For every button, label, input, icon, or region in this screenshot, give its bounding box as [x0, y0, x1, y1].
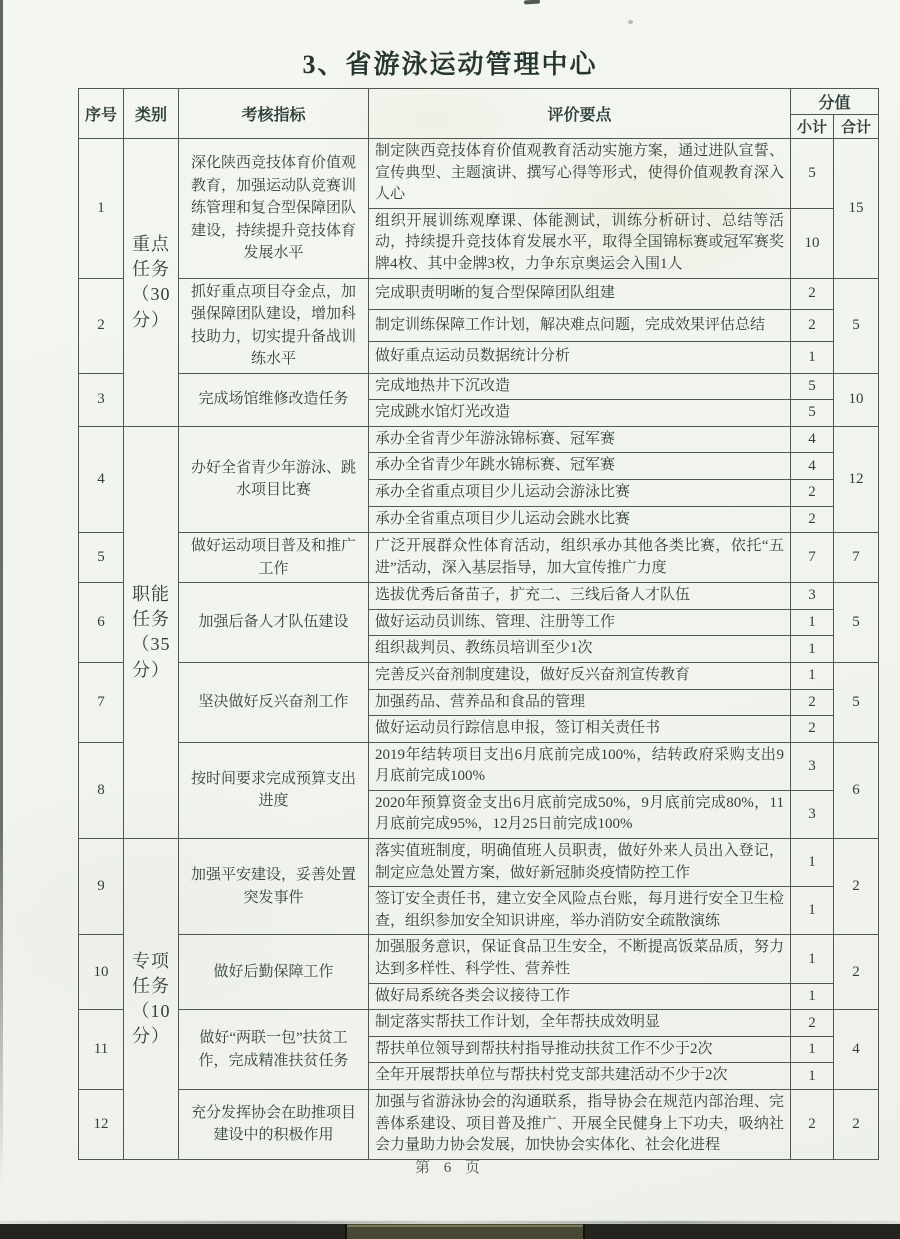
point-text-cell: 做好运动员训练、管理、注册等工作	[369, 609, 791, 636]
subtotal-cell: 3	[791, 583, 834, 610]
serial-cell: 3	[79, 373, 124, 426]
serial-cell: 11	[79, 1010, 124, 1090]
subtotal-cell: 1	[791, 636, 834, 663]
subtotal-cell: 3	[791, 790, 834, 838]
header-col-indicator: 考核指标	[179, 89, 369, 139]
header-col-subtotal: 小计	[791, 115, 834, 139]
subtotal-cell: 2	[791, 689, 834, 716]
subtotal-cell: 1	[791, 1063, 834, 1090]
table-row	[79, 662, 879, 689]
table-row	[79, 1090, 879, 1160]
subtotal-cell: 1	[791, 662, 834, 689]
total-cell: 12	[834, 426, 879, 532]
point-text-cell: 完成跳水馆灯光改造	[369, 400, 791, 427]
scan-edge-artifact	[0, 0, 3, 1185]
point-text-cell: 组织裁判员、教练员培训至少1次	[369, 636, 791, 663]
page-footer: 第 6 页	[414, 1160, 485, 1176]
table-row	[79, 742, 879, 790]
subtotal-cell: 2	[791, 506, 834, 533]
total-cell: 2	[834, 1090, 879, 1160]
point-text-cell: 完善反兴奋剂制度建设，做好反兴奋剂宣传教育	[369, 662, 791, 689]
subtotal-cell: 1	[791, 887, 834, 935]
point-text-cell: 完成职责明晰的复合型保障团队组建	[369, 278, 791, 310]
indicator-cell: 充分发挥协会在助推项目建设中的积极作用	[179, 1090, 369, 1160]
indicator-cell: 加强平安建设，妥善处置突发事件	[179, 839, 369, 935]
total-cell: 10	[834, 373, 879, 426]
subtotal-cell: 3	[791, 742, 834, 790]
subtotal-cell: 4	[791, 426, 834, 453]
point-text-cell: 制定训练保障工作计划，解决难点问题，完成效果评估总结	[369, 310, 791, 342]
header-col-points: 评价要点	[369, 89, 791, 139]
point-text-cell: 2019年结转项目支出6月底前完成100%，结转政府采购支出9月底前完成100%	[369, 742, 791, 790]
point-text-cell: 加强与省游泳协会的沟通联系，指导协会在规范内部治理、完善体系建设、项目普及推广、开展全民健身上下功夫，吸纳社会力量助力协会发展，加快协会实体化、社会化进程	[369, 1090, 791, 1160]
point-text-cell: 做好局系统各类会议接待工作	[369, 983, 791, 1010]
subtotal-cell: 1	[791, 839, 834, 887]
subtotal-cell: 2	[791, 278, 834, 310]
total-cell: 6	[834, 742, 879, 838]
table-row	[79, 139, 879, 209]
subtotal-cell: 7	[791, 533, 834, 583]
table-row	[79, 583, 879, 610]
subtotal-cell: 1	[791, 935, 834, 983]
category-cell: 职能任务（35分）	[124, 426, 179, 838]
subtotal-cell: 1	[791, 341, 834, 373]
point-text-cell: 帮扶单位领导到帮扶村指导推动扶贫工作不少于2次	[369, 1036, 791, 1063]
total-cell: 4	[834, 1010, 879, 1090]
point-text-cell: 选拔优秀后备苗子，扩充二、三线后备人才队伍	[369, 583, 791, 610]
indicator-cell: 做好运动项目普及和推广工作	[179, 533, 369, 583]
point-text-cell: 全年开展帮扶单位与帮扶村党支部共建活动不少于2次	[369, 1063, 791, 1090]
indicator-cell: 办好全省青少年游泳、跳水项目比赛	[179, 426, 369, 532]
indicator-cell: 深化陕西竞技体育价值观教育，加强运动队竞赛训练管理和复合型保障团队建设，持续提升竞技体育发展水平	[179, 139, 369, 279]
indicator-cell: 完成场馆维修改造任务	[179, 373, 369, 426]
serial-cell: 4	[79, 426, 124, 532]
total-cell: 15	[834, 139, 879, 279]
point-text-cell: 加强服务意识，保证食品卫生安全，不断提高饭菜品质，努力达到多样性、科学性、营养性	[369, 935, 791, 983]
indicator-cell: 做好后勤保障工作	[179, 935, 369, 1010]
point-text-cell: 组织开展训练观摩课、体能测试，训练分析研讨、总结等活动，持续提升竞技体育发展水平，取得全国锦标赛或冠军赛奖牌4枚、其中金牌3枚，力争东京奥运会入围1人	[369, 208, 791, 278]
subtotal-cell: 1	[791, 983, 834, 1010]
point-text-cell: 落实值班制度，明确值班人员职责，做好外来人员出入登记，制定应急处置方案，做好新冠肺炎疫情防控工作	[369, 839, 791, 887]
point-text-cell: 承办全省重点项目少儿运动会跳水比赛	[369, 506, 791, 533]
category-cell: 重点任务（30分）	[124, 139, 179, 427]
header-col-no: 序号	[79, 89, 124, 139]
serial-cell: 8	[79, 742, 124, 838]
point-text-cell: 承办全省青少年游泳锦标赛、冠军赛	[369, 426, 791, 453]
total-cell: 2	[834, 839, 879, 935]
indicator-cell: 加强后备人才队伍建设	[179, 583, 369, 663]
point-text-cell: 加强药品、营养品和食品的管理	[369, 689, 791, 716]
table-row	[79, 935, 879, 983]
serial-cell: 7	[79, 662, 124, 742]
scan-bottom-strip-segment	[345, 1224, 585, 1239]
serial-cell: 6	[79, 583, 124, 663]
subtotal-cell: 1	[791, 1036, 834, 1063]
subtotal-cell: 2	[791, 479, 834, 506]
page-title: 3、省游泳运动管理中心	[302, 50, 598, 79]
total-cell: 7	[834, 533, 879, 583]
table-row	[79, 426, 879, 453]
point-text-cell: 2020年预算资金支出6月底前完成50%，9月底前完成80%，11月底前完成95%，12月25日前完成100%	[369, 790, 791, 838]
header-col-category: 类别	[124, 89, 179, 139]
table-row	[79, 533, 879, 583]
indicator-cell: 按时间要求完成预算支出进度	[179, 742, 369, 838]
subtotal-cell: 2	[791, 1090, 834, 1160]
point-text-cell: 制定陕西竞技体育价值观教育活动实施方案，通过进队宣誓、宣传典型、主题演讲、撰写心得等形式，使得价值观教育深入人心	[369, 139, 791, 209]
point-text-cell: 制定落实帮扶工作计划，全年帮扶成效明显	[369, 1010, 791, 1037]
point-text-cell: 做好重点运动员数据统计分析	[369, 341, 791, 373]
table-row	[79, 1010, 879, 1037]
serial-cell: 9	[79, 839, 124, 935]
total-cell: 5	[834, 583, 879, 663]
point-text-cell: 签订安全责任书，建立安全风险点台账，每月进行安全卫生检查，组织参加安全知识讲座，举办消防安全疏散演练	[369, 887, 791, 935]
point-text-cell: 承办全省青少年跳水锦标赛、冠军赛	[369, 453, 791, 480]
header-col-total: 合计	[834, 115, 879, 139]
total-cell: 5	[834, 662, 879, 742]
subtotal-cell: 5	[791, 373, 834, 400]
scan-dot-artifact	[628, 20, 633, 24]
indicator-cell: 做好“两联一包”扶贫工作，完成精准扶贫任务	[179, 1010, 369, 1090]
scan-bottom-strip	[0, 1224, 900, 1239]
subtotal-cell: 4	[791, 453, 834, 480]
point-text-cell: 承办全省重点项目少儿运动会游泳比赛	[369, 479, 791, 506]
subtotal-cell: 2	[791, 716, 834, 743]
subtotal-cell: 1	[791, 609, 834, 636]
subtotal-cell: 5	[791, 139, 834, 209]
subtotal-cell: 5	[791, 400, 834, 427]
total-cell: 2	[834, 935, 879, 1010]
table-row	[79, 839, 879, 887]
indicator-cell: 抓好重点项目夺金点，加强保障团队建设，增加科技助力，切实提升备战训练水平	[179, 278, 369, 373]
subtotal-cell: 2	[791, 1010, 834, 1037]
serial-cell: 1	[79, 139, 124, 279]
category-cell: 专项任务（10分）	[124, 839, 179, 1160]
serial-cell: 5	[79, 533, 124, 583]
point-text-cell: 完成地热井下沉改造	[369, 373, 791, 400]
total-cell: 5	[834, 278, 879, 373]
table-row	[79, 373, 879, 400]
serial-cell: 10	[79, 935, 124, 1010]
table-row	[79, 278, 879, 310]
point-text-cell: 做好运动员行踪信息申报，签订相关责任书	[369, 716, 791, 743]
indicator-cell: 坚决做好反兴奋剂工作	[179, 662, 369, 742]
assessment-table	[78, 88, 879, 1160]
serial-cell: 2	[79, 278, 124, 373]
subtotal-cell: 2	[791, 310, 834, 342]
subtotal-cell: 10	[791, 208, 834, 278]
scan-mark-artifact	[524, 0, 540, 5]
point-text-cell: 广泛开展群众性体育活动，组织承办其他各类比赛，依托“五进”活动，深入基层指导，加大宣传推广力度	[369, 533, 791, 583]
header-col-score: 分值	[791, 89, 879, 115]
serial-cell: 12	[79, 1090, 124, 1160]
